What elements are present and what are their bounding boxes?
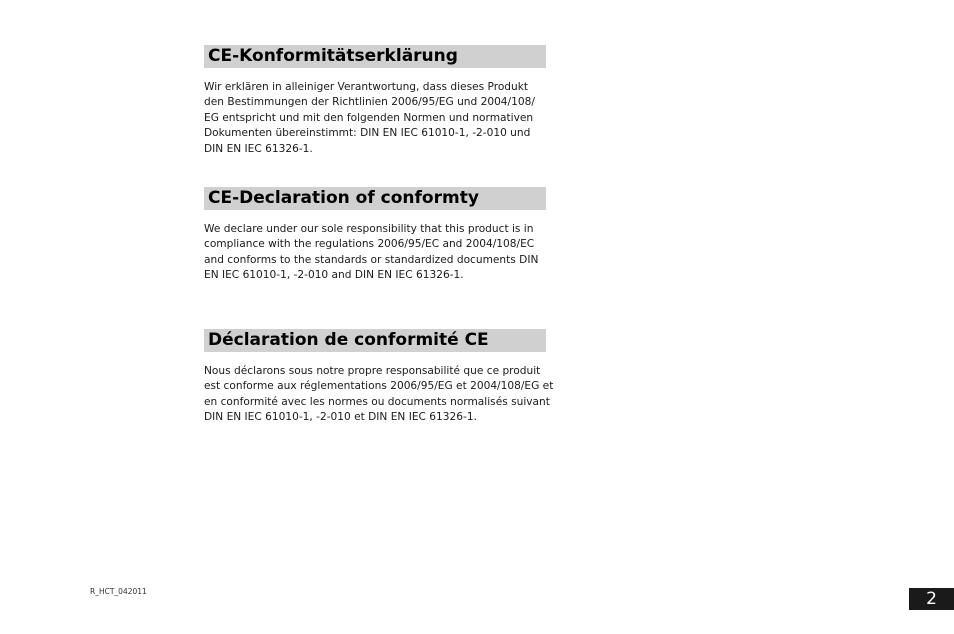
section-french-declaration <box>204 329 554 426</box>
section-heading-english: CE-Declaration of conformty <box>204 187 546 210</box>
body-line: den Bestimmungen der Richtlinien 2006/95/EG und 2004/108/ <box>204 96 535 109</box>
body-line: Dokumenten übereinstimmt: DIN EN IEC 61010-1, -2-010 und <box>204 127 531 140</box>
section-german-declaration <box>204 45 546 157</box>
body-line: en conformité avec les normes ou documents normalisés suivant <box>204 395 550 408</box>
body-line: We declare under our sole responsibility that this product is in <box>204 223 534 235</box>
body-line: and conforms to the standards or standardized documents DIN <box>204 253 539 266</box>
section-heading-german: CE-Konformitätserklärung <box>204 45 546 68</box>
section-body-german <box>204 80 546 157</box>
body-line: Wir erklären in alleiniger Verantwortung, dass dieses Produkt <box>204 81 529 93</box>
body-line: est conforme aux réglementations 2006/95/EG et 2004/108/EG et <box>204 380 554 393</box>
section-heading-french: Déclaration de conformité CE <box>204 329 546 352</box>
section-body-english <box>204 222 546 284</box>
body-line: Nous déclarons sous notre propre responsabilité que ce produit <box>204 365 541 377</box>
body-line: DIN EN IEC 61010-1, -2-010 et DIN EN IEC 61326-1. <box>204 411 477 424</box>
body-line: EN IEC 61010-1, -2-010 and DIN EN IEC 61326-1. <box>204 269 464 282</box>
document-code: R_HCT_042011 <box>90 587 147 596</box>
body-line: EG entspricht und mit den folgenden Normen und normativen <box>204 111 534 124</box>
body-line: DIN EN IEC 61326-1. <box>204 142 313 155</box>
section-english-declaration <box>204 187 546 284</box>
body-line: compliance with the regulations 2006/95/EC and 2004/108/EC <box>204 238 535 251</box>
section-body-french <box>204 364 554 426</box>
page-number-badge: 2 <box>909 588 954 610</box>
